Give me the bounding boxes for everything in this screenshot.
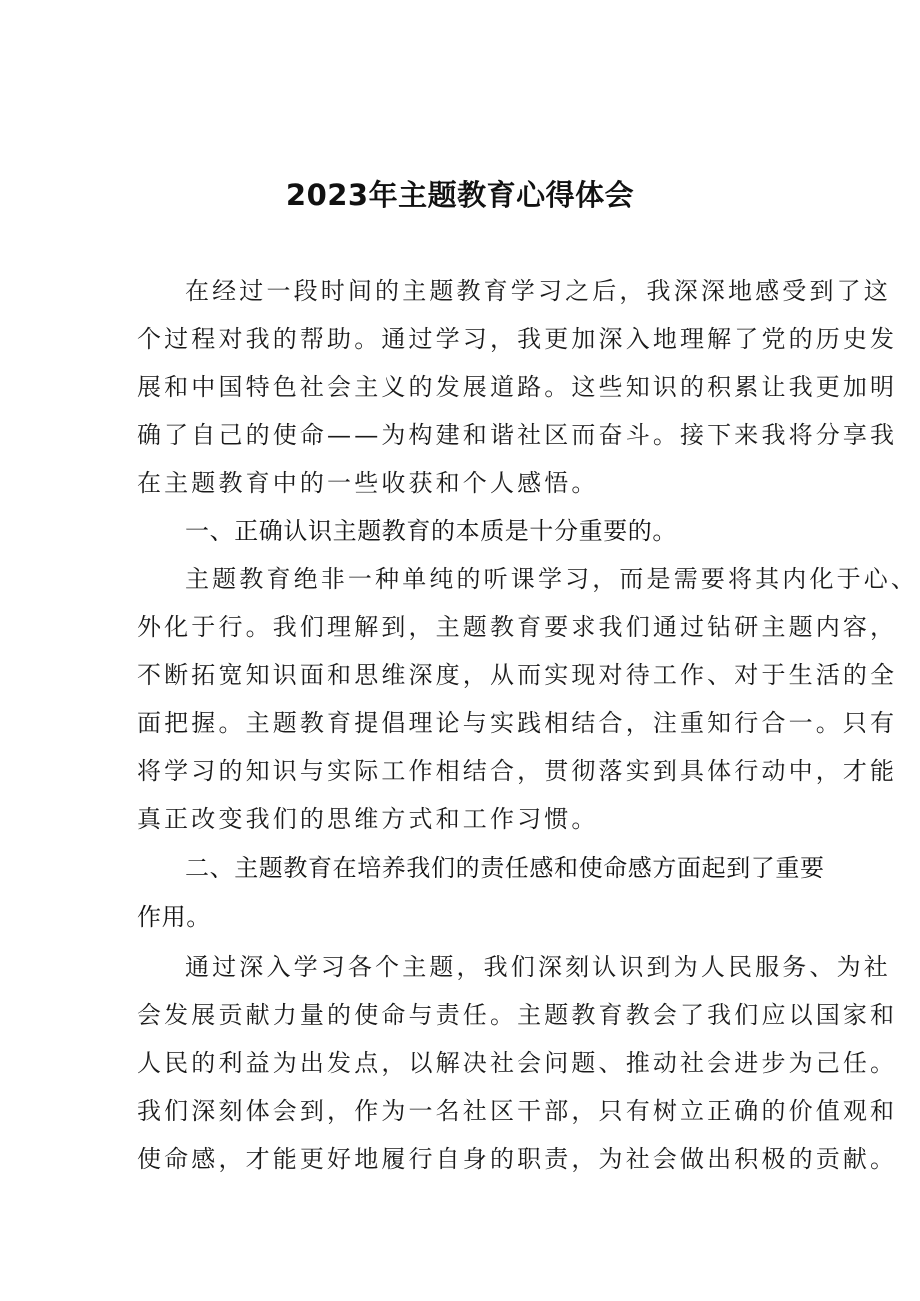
text-line: 外化于行。我们理解到，主题教育要求我们通过钻研主题内容， [137,613,898,641]
text-line: 将学习的知识与实际工作相结合，贯彻落实到具体行动中，才能 [137,757,898,785]
text-line: 面把握。主题教育提倡理论与实践相结合，注重知行合一。只有 [137,709,898,737]
heading-line: 一、正确认识主题教育的本质是十分重要的。 [185,517,677,545]
text-line: 主题教育绝非一种单纯的听课学习，而是需要将其内化于心、 [185,565,919,593]
text-line: 在经过一段时间的主题教育学习之后，我深深地感受到了这 [185,277,891,305]
heading-line: 作用。 [137,903,211,931]
text-line: 真正改变我们的思维方式和工作习惯。 [137,805,599,833]
heading-line: 二、主题教育在培养我们的责任感和使命感方面起到了重要 [185,854,825,882]
text-line: 通过深入学习各个主题，我们深刻认识到为人民服务、为社 [185,953,891,981]
text-line: 不断拓宽知识面和思维深度，从而实现对待工作、对于生活的全 [137,661,898,689]
text-line: 确了自己的使命——为构建和谐社区而奋斗。接下来我将分享我 [137,421,898,449]
text-line: 我们深刻体会到，作为一名社区干部，只有树立正确的价值观和 [137,1097,898,1125]
text-line: 个过程对我的帮助。通过学习，我更加深入地理解了党的历史发 [137,325,898,353]
text-line: 在主题教育中的一些收获和个人感悟。 [137,469,599,497]
document-title: 2023年主题教育心得体会 [285,178,635,212]
text-line: 使命感，才能更好地履行自身的职责，为社会做出积极的贡献。 [137,1145,898,1173]
text-line: 会发展贡献力量的使命与责任。主题教育教会了我们应以国家和 [137,1001,898,1029]
text-line: 展和中国特色社会主义的发展道路。这些知识的积累让我更加明 [137,373,898,401]
text-line: 人民的利益为出发点，以解决社会问题、推动社会进步为己任。 [137,1049,898,1077]
